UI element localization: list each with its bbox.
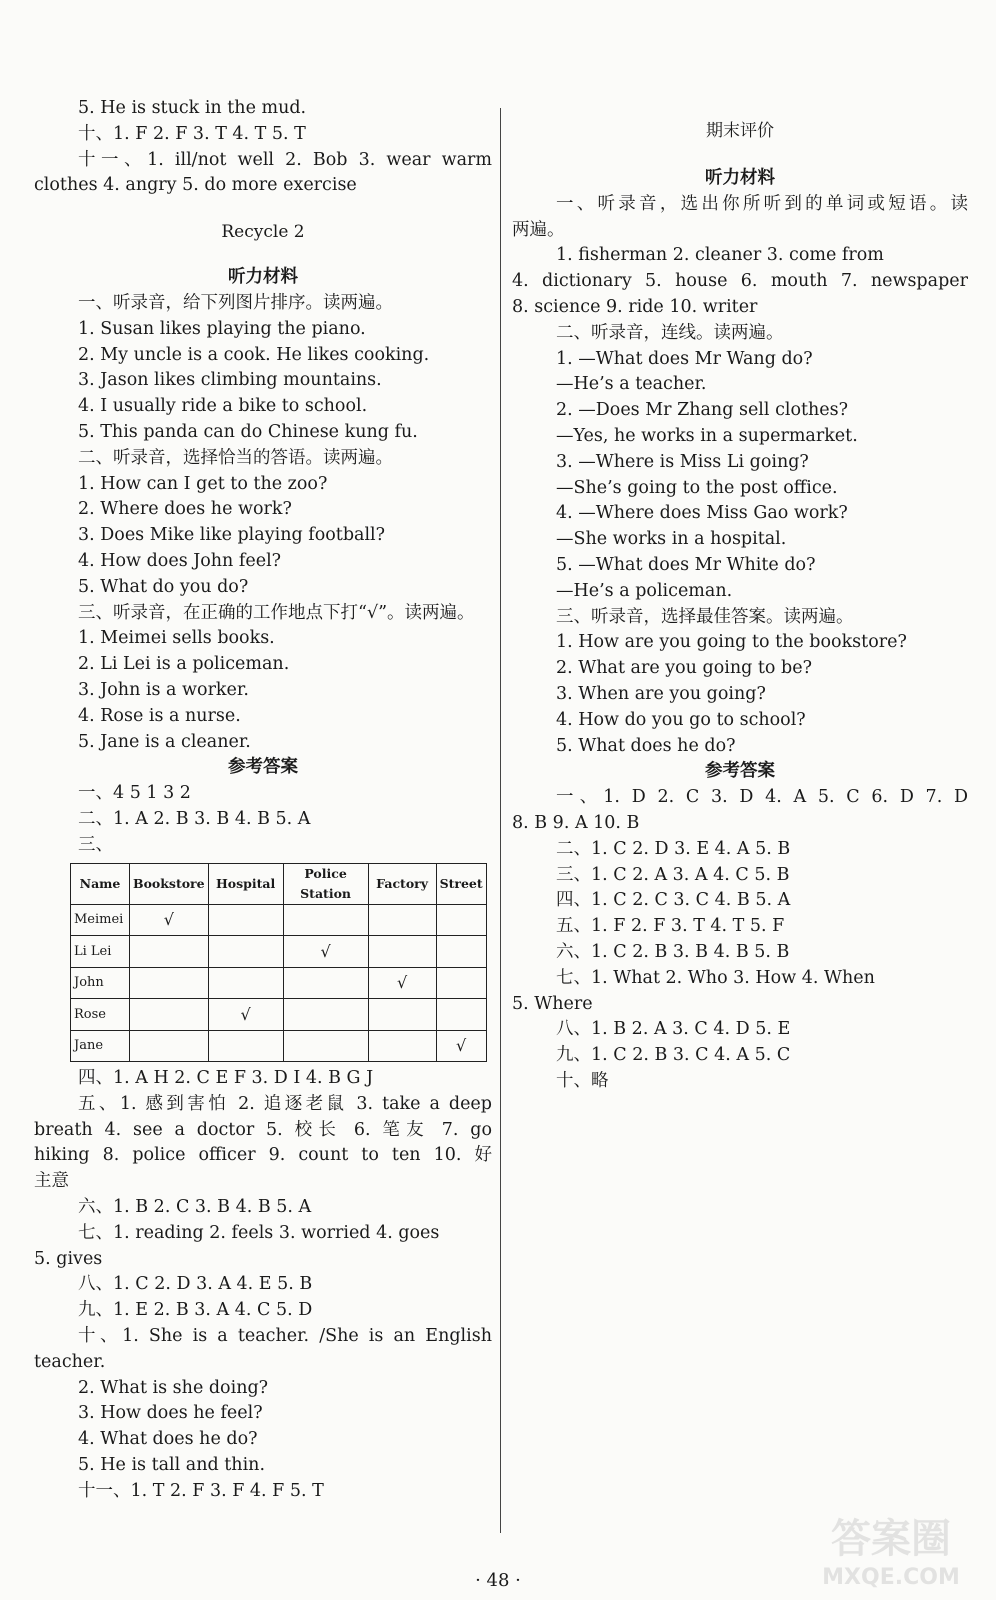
- text-line: teacher.: [34, 1351, 106, 1372]
- column-divider: [500, 108, 501, 1533]
- text-line: 七、1. What 2. Who 3. How 4. When: [556, 967, 875, 988]
- text-line: 4. Rose is a nurse.: [78, 705, 241, 726]
- text-line: 4. I usually ride a bike to school.: [78, 396, 368, 417]
- table-cell: [436, 967, 486, 999]
- text-line: 2. Where does he work?: [78, 499, 292, 520]
- text-line: 二、1. C 2. D 3. E 4. A 5. B: [556, 838, 791, 859]
- text-line: clothes 4. angry 5. do more exercise: [34, 175, 357, 196]
- table-cell: [208, 904, 283, 936]
- table-name-cell: Jane: [71, 1030, 130, 1062]
- table-row: [71, 936, 487, 968]
- text-line: 5. gives: [34, 1248, 103, 1269]
- text-line: 2. My uncle is a cook. He likes cooking.: [78, 344, 430, 365]
- left-lines-top: [34, 96, 492, 859]
- text-line: 两遍。: [512, 219, 565, 240]
- table-cell: [130, 1030, 209, 1062]
- table-cell: [368, 904, 436, 936]
- text-line: 期末评价: [706, 121, 774, 141]
- text-line: 八、1. B 2. A 3. C 4. D 5. E: [556, 1019, 791, 1040]
- text-line: 3. —Where is Miss Li going?: [556, 451, 809, 472]
- text-line: 5. He is tall and thin.: [78, 1454, 266, 1475]
- text-line: 3. Does Mike like playing football?: [78, 525, 386, 546]
- text-line: 1. fisherman 2. cleaner 3. come from: [556, 245, 884, 266]
- table-cell: [130, 999, 209, 1031]
- text-line: 2. —Does Mr Zhang sell clothes?: [556, 400, 849, 421]
- text-line: 5. Where: [512, 993, 593, 1014]
- text-line: 参考答案: [228, 757, 298, 778]
- text-line: 十一、1. T 2. F 3. F 4. F 5. T: [78, 1480, 324, 1501]
- text-line: 5. What does he do?: [556, 735, 736, 756]
- answer-table: [70, 863, 487, 1063]
- text-line: 5. What do you do?: [78, 576, 249, 597]
- table-cell: [436, 904, 486, 936]
- table-cell: [368, 999, 436, 1031]
- text-line: 一、4 5 1 3 2: [78, 783, 191, 804]
- table-name-cell: John: [71, 967, 130, 999]
- text-line: 2. Li Lei is a policeman.: [78, 654, 290, 675]
- checkmark-cell: √: [436, 1030, 486, 1062]
- spacer: [34, 199, 492, 217]
- text-line: 5. —What does Mr White do?: [556, 554, 816, 575]
- text-line: 1. How can I get to the zoo?: [78, 473, 328, 494]
- text-line: 5. Jane is a cleaner.: [78, 731, 251, 752]
- text-line: 5. He is stuck in the mud.: [78, 98, 307, 118]
- text-line: 五、1. 感到害怕 2. 追逐老鼠 3. take a deep: [78, 1093, 492, 1114]
- table-header-cell: Street: [436, 863, 486, 904]
- spacer: [512, 146, 968, 166]
- text-line: —He’s a teacher.: [556, 374, 707, 395]
- text-line: —Yes, he works in a supermarket.: [556, 425, 858, 446]
- text-line: 5. This panda can do Chinese kung fu.: [78, 421, 418, 442]
- text-line: —He’s a policeman.: [556, 580, 733, 601]
- text-line: 十、1. F 2. F 3. T 4. T 5. T: [78, 123, 306, 144]
- text-line: 听力材料: [228, 267, 298, 288]
- table-cell: [208, 1030, 283, 1062]
- text-line: 1. —What does Mr Wang do?: [556, 348, 813, 369]
- text-line: 一、听录音，选出你所听到的单词或短语。读: [556, 193, 968, 214]
- table-cell: [436, 999, 486, 1031]
- table-cell: [368, 936, 436, 968]
- table-header-cell: Bookstore: [130, 863, 209, 904]
- table-cell: [436, 936, 486, 968]
- text-line: 一、1. D 2. C 3. D 4. A 5. C 6. D 7. D: [556, 787, 968, 808]
- page-number: · 48 ·: [475, 1570, 521, 1591]
- text-line: 参考答案: [705, 761, 775, 782]
- text-line: Recycle 2: [221, 222, 305, 243]
- spacer: [34, 247, 492, 265]
- text-line: 九、1. E 2. B 3. A 4. C 5. D: [78, 1300, 313, 1321]
- table-body: [71, 904, 487, 1062]
- text-line: 2. What are you going to be?: [556, 658, 812, 679]
- table-cell: [283, 904, 368, 936]
- checkmark-cell: √: [283, 936, 368, 968]
- text-line: 四、1. C 2. C 3. C 4. B 5. A: [556, 890, 791, 911]
- text-line: 十一、1. ill/not well 2. Bob 3. wear warm: [78, 149, 492, 170]
- text-line: 4. How do you go to school?: [556, 709, 806, 730]
- text-line: 三、听录音，在正确的工作地点下打“√”。读两遍。: [78, 602, 475, 623]
- text-line: 一、听录音，给下列图片排序。读两遍。: [78, 292, 393, 313]
- text-line: 4. What does he do?: [78, 1429, 258, 1450]
- text-line: 九、1. C 2. B 3. C 4. A 5. C: [556, 1045, 791, 1066]
- text-line: 4. dictionary 5. house 6. mouth 7. newspaper: [512, 271, 968, 292]
- table-header-cell: Factory: [368, 863, 436, 904]
- table-name-cell: Rose: [71, 999, 130, 1031]
- text-line: 4. —Where does Miss Gao work?: [556, 503, 848, 524]
- table-header-cell: Name: [71, 863, 130, 904]
- text-line: 1. Meimei sells books.: [78, 628, 275, 649]
- table-name-cell: Meimei: [71, 904, 130, 936]
- text-line: 3. When are you going?: [556, 683, 766, 704]
- table-cell: [368, 1030, 436, 1062]
- text-line: 4. How does John feel?: [78, 550, 282, 571]
- text-line: 十、1. She is a teacher. /She is an English: [78, 1325, 492, 1346]
- text-line: 8. science 9. ride 10. writer: [512, 296, 758, 317]
- text-line: 1. Susan likes playing the piano.: [78, 318, 366, 339]
- text-line: —She’s going to the post office.: [556, 477, 838, 498]
- text-line: 主意: [34, 1171, 69, 1192]
- right-column: [512, 96, 968, 1095]
- text-line: 3. John is a worker.: [78, 679, 249, 700]
- text-line: 听力材料: [705, 168, 775, 188]
- watermark-text-url: MXQE.COM: [822, 1565, 960, 1590]
- text-line: 二、听录音，选择恰当的答语。读两遍。: [78, 447, 393, 468]
- text-line: 八、1. C 2. D 3. A 4. E 5. B: [78, 1274, 313, 1295]
- text-line: 三、1. C 2. A 3. A 4. C 5. B: [556, 864, 790, 885]
- table-cell: [283, 1030, 368, 1062]
- text-line: hiking 8. police officer 9. count to ten 10. 好: [34, 1145, 492, 1166]
- text-line: 2. What is she doing?: [78, 1377, 269, 1398]
- spacer: [512, 96, 968, 116]
- checkmark-cell: √: [208, 999, 283, 1031]
- text-line: 三、: [78, 834, 113, 855]
- table-cell: [208, 967, 283, 999]
- table-header-cell: Police Station: [283, 863, 368, 904]
- text-line: 六、1. B 2. C 3. B 4. B 5. A: [78, 1197, 312, 1217]
- checkmark-cell: √: [130, 904, 209, 936]
- text-line: 二、听录音，连线。读两遍。: [556, 322, 784, 343]
- table-row: [71, 904, 487, 936]
- text-line: 3. Jason likes climbing mountains.: [78, 370, 382, 391]
- text-line: 四、1. A H 2. C E F 3. D I 4. B G J: [78, 1068, 374, 1089]
- text-line: breath 4. see a doctor 5. 校长 6. 笔友 7. go: [34, 1119, 492, 1140]
- table-cell: [130, 967, 209, 999]
- text-line: 3. How does he feel?: [78, 1403, 263, 1424]
- table-cell: [130, 936, 209, 968]
- table-row: [71, 999, 487, 1031]
- table-header-row: [71, 863, 487, 904]
- table-row: [71, 967, 487, 999]
- table-cell: [283, 967, 368, 999]
- table-cell: [208, 936, 283, 968]
- text-line: 三、听录音，选择最佳答案。读两遍。: [556, 606, 854, 627]
- left-lines-bottom: [34, 1066, 492, 1505]
- text-line: 十、略: [556, 1070, 609, 1091]
- text-line: 五、1. F 2. F 3. T 4. T 5. F: [556, 916, 785, 937]
- text-line: 1. How are you going to the bookstore?: [556, 632, 907, 653]
- table-header-cell: Hospital: [208, 863, 283, 904]
- watermark-logo: [816, 1504, 966, 1594]
- text-line: 8. B 9. A 10. B: [512, 812, 640, 833]
- checkmark-cell: √: [368, 967, 436, 999]
- table-row: [71, 1030, 487, 1062]
- table-cell: [283, 999, 368, 1031]
- watermark-text-main: 答案圈: [831, 1516, 951, 1562]
- table-name-cell: Li Lei: [71, 936, 130, 968]
- left-column: [34, 96, 492, 1505]
- text-line: 二、1. A 2. B 3. B 4. B 5. A: [78, 808, 311, 829]
- text-line: 七、1. reading 2. feels 3. worried 4. goes: [78, 1222, 440, 1243]
- text-line: 六、1. C 2. B 3. B 4. B 5. B: [556, 941, 790, 962]
- text-line: —She works in a hospital.: [556, 529, 787, 550]
